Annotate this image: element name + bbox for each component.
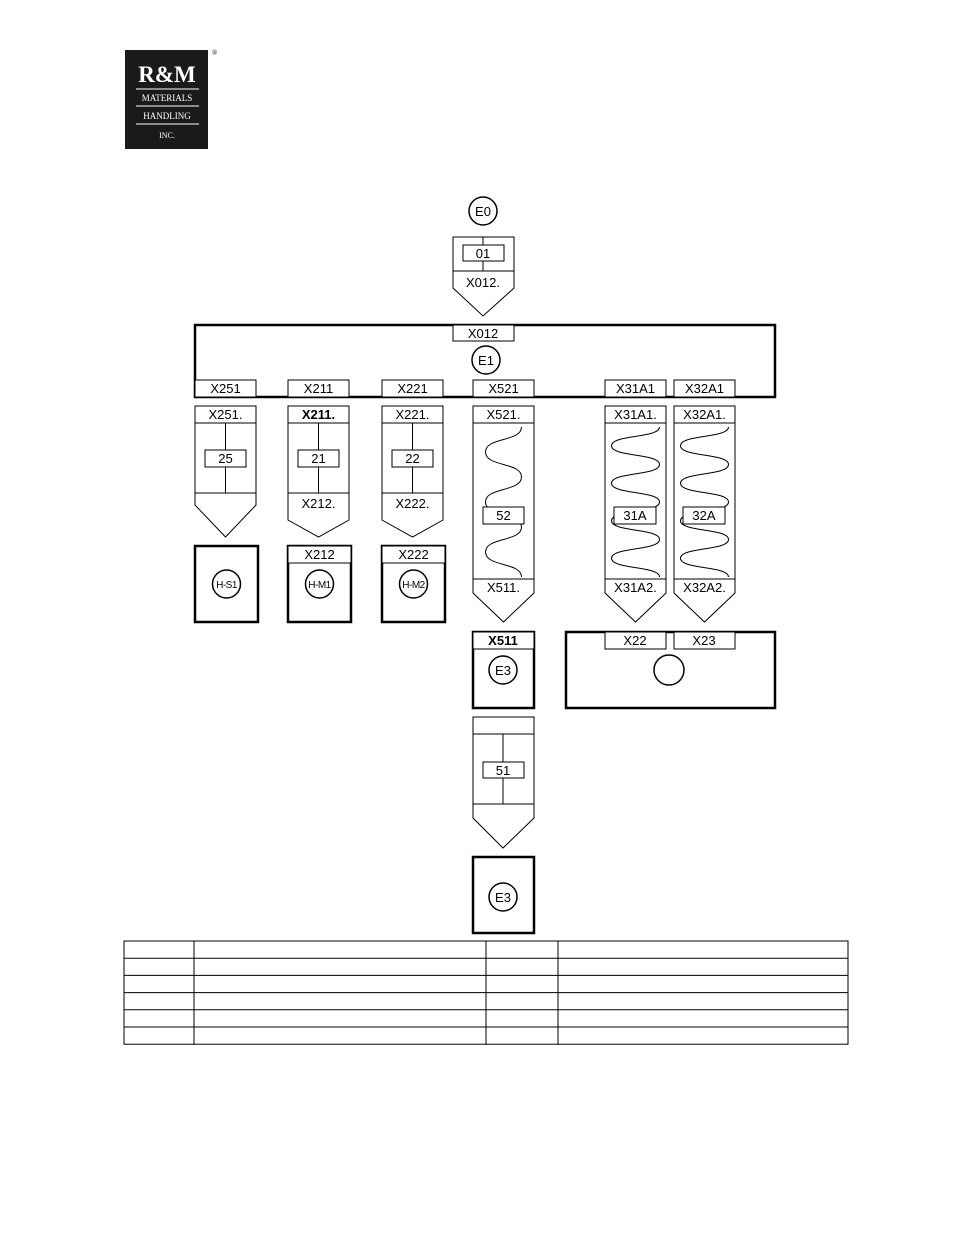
board-output-label: X31A1 (615, 381, 656, 396)
box-right-connector-x22: X22 (623, 633, 647, 648)
box-e3 (473, 632, 534, 708)
cable-25 (195, 406, 256, 537)
cable-bottom-connector: X31A2. (614, 580, 657, 595)
device-h-s1 (195, 546, 258, 622)
board-output-label: X211 (303, 381, 334, 396)
cable-51 (473, 717, 534, 848)
node-e0-label: E0 (475, 204, 491, 219)
box-e3-node: E3 (495, 663, 511, 678)
board-output-x211 (288, 380, 349, 397)
cable-31a (605, 406, 666, 622)
node-e1-label: E1 (478, 353, 494, 368)
board-output-label: X251 (210, 381, 241, 396)
board-output-label: X221 (397, 381, 428, 396)
module-52-label: 52 (496, 508, 511, 523)
cable-32a (674, 406, 735, 622)
box-right (566, 632, 775, 708)
device-h-m2 (382, 546, 445, 622)
board-output-x251 (195, 380, 256, 397)
board-output-x221 (382, 380, 443, 397)
board-output-x521 (473, 380, 534, 397)
logo-line-handling: HANDLING (143, 111, 191, 121)
cable-bottom-connector: X32A2. (683, 580, 726, 595)
box-right-connector-x23: X23 (692, 633, 716, 648)
board-output-x32a1 (674, 380, 735, 397)
logo-registered-mark: ® (212, 49, 218, 57)
board-output-label: X521 (488, 381, 519, 396)
device-node-label: H-M2 (402, 580, 425, 591)
control-board-e1 (195, 325, 775, 397)
logo-line-inc: INC. (159, 131, 175, 140)
module-32a-label: 32A (692, 508, 716, 523)
box-e3-lower (473, 857, 534, 933)
box-e3-connector: X511 (488, 633, 518, 648)
board-output-x31a1 (605, 380, 666, 397)
cable-top-connector: X211. (301, 407, 336, 422)
module-22-label: 22 (405, 451, 420, 466)
cable-bottom-connector: X212. (301, 496, 336, 511)
cable-top-connector: X32A1. (683, 407, 726, 422)
cable-52 (473, 406, 534, 622)
module-21-label: 21 (311, 451, 326, 466)
cable-bottom-connector: X222. (395, 496, 430, 511)
cable-bottom-connector: X511. (486, 580, 521, 595)
device-connector: X212 (304, 547, 335, 562)
board-output-label: X32A1 (684, 381, 725, 396)
cable-top-connector: X251. (208, 407, 243, 422)
device-node-label: H-S1 (216, 580, 237, 591)
logo-brand: R&M (138, 62, 196, 87)
legend-table (124, 941, 848, 1044)
cable-top-connector: X221. (395, 407, 430, 422)
device-connector: X222 (398, 547, 429, 562)
logo-line-materials: MATERIALS (141, 93, 193, 103)
box-e3-lower-node: E3 (495, 890, 511, 905)
box-right-node (654, 655, 684, 685)
device-node-label: H-M1 (308, 580, 331, 591)
device-h-m1 (288, 546, 351, 622)
board-connector-x012: X012 (467, 326, 499, 341)
connector-x012-dot-label: X012. (466, 275, 500, 290)
cable-top-connector: X521. (486, 407, 521, 422)
top-feed (453, 197, 514, 316)
module-31a-label: 31A (623, 508, 647, 523)
module-01-label: 01 (475, 246, 491, 261)
cable-21 (288, 406, 349, 537)
cable-top-connector: X31A1. (614, 407, 657, 422)
module-51-label: 51 (495, 763, 511, 778)
cable-22 (382, 406, 443, 537)
module-25-label: 25 (218, 451, 233, 466)
company-logo (125, 49, 218, 149)
